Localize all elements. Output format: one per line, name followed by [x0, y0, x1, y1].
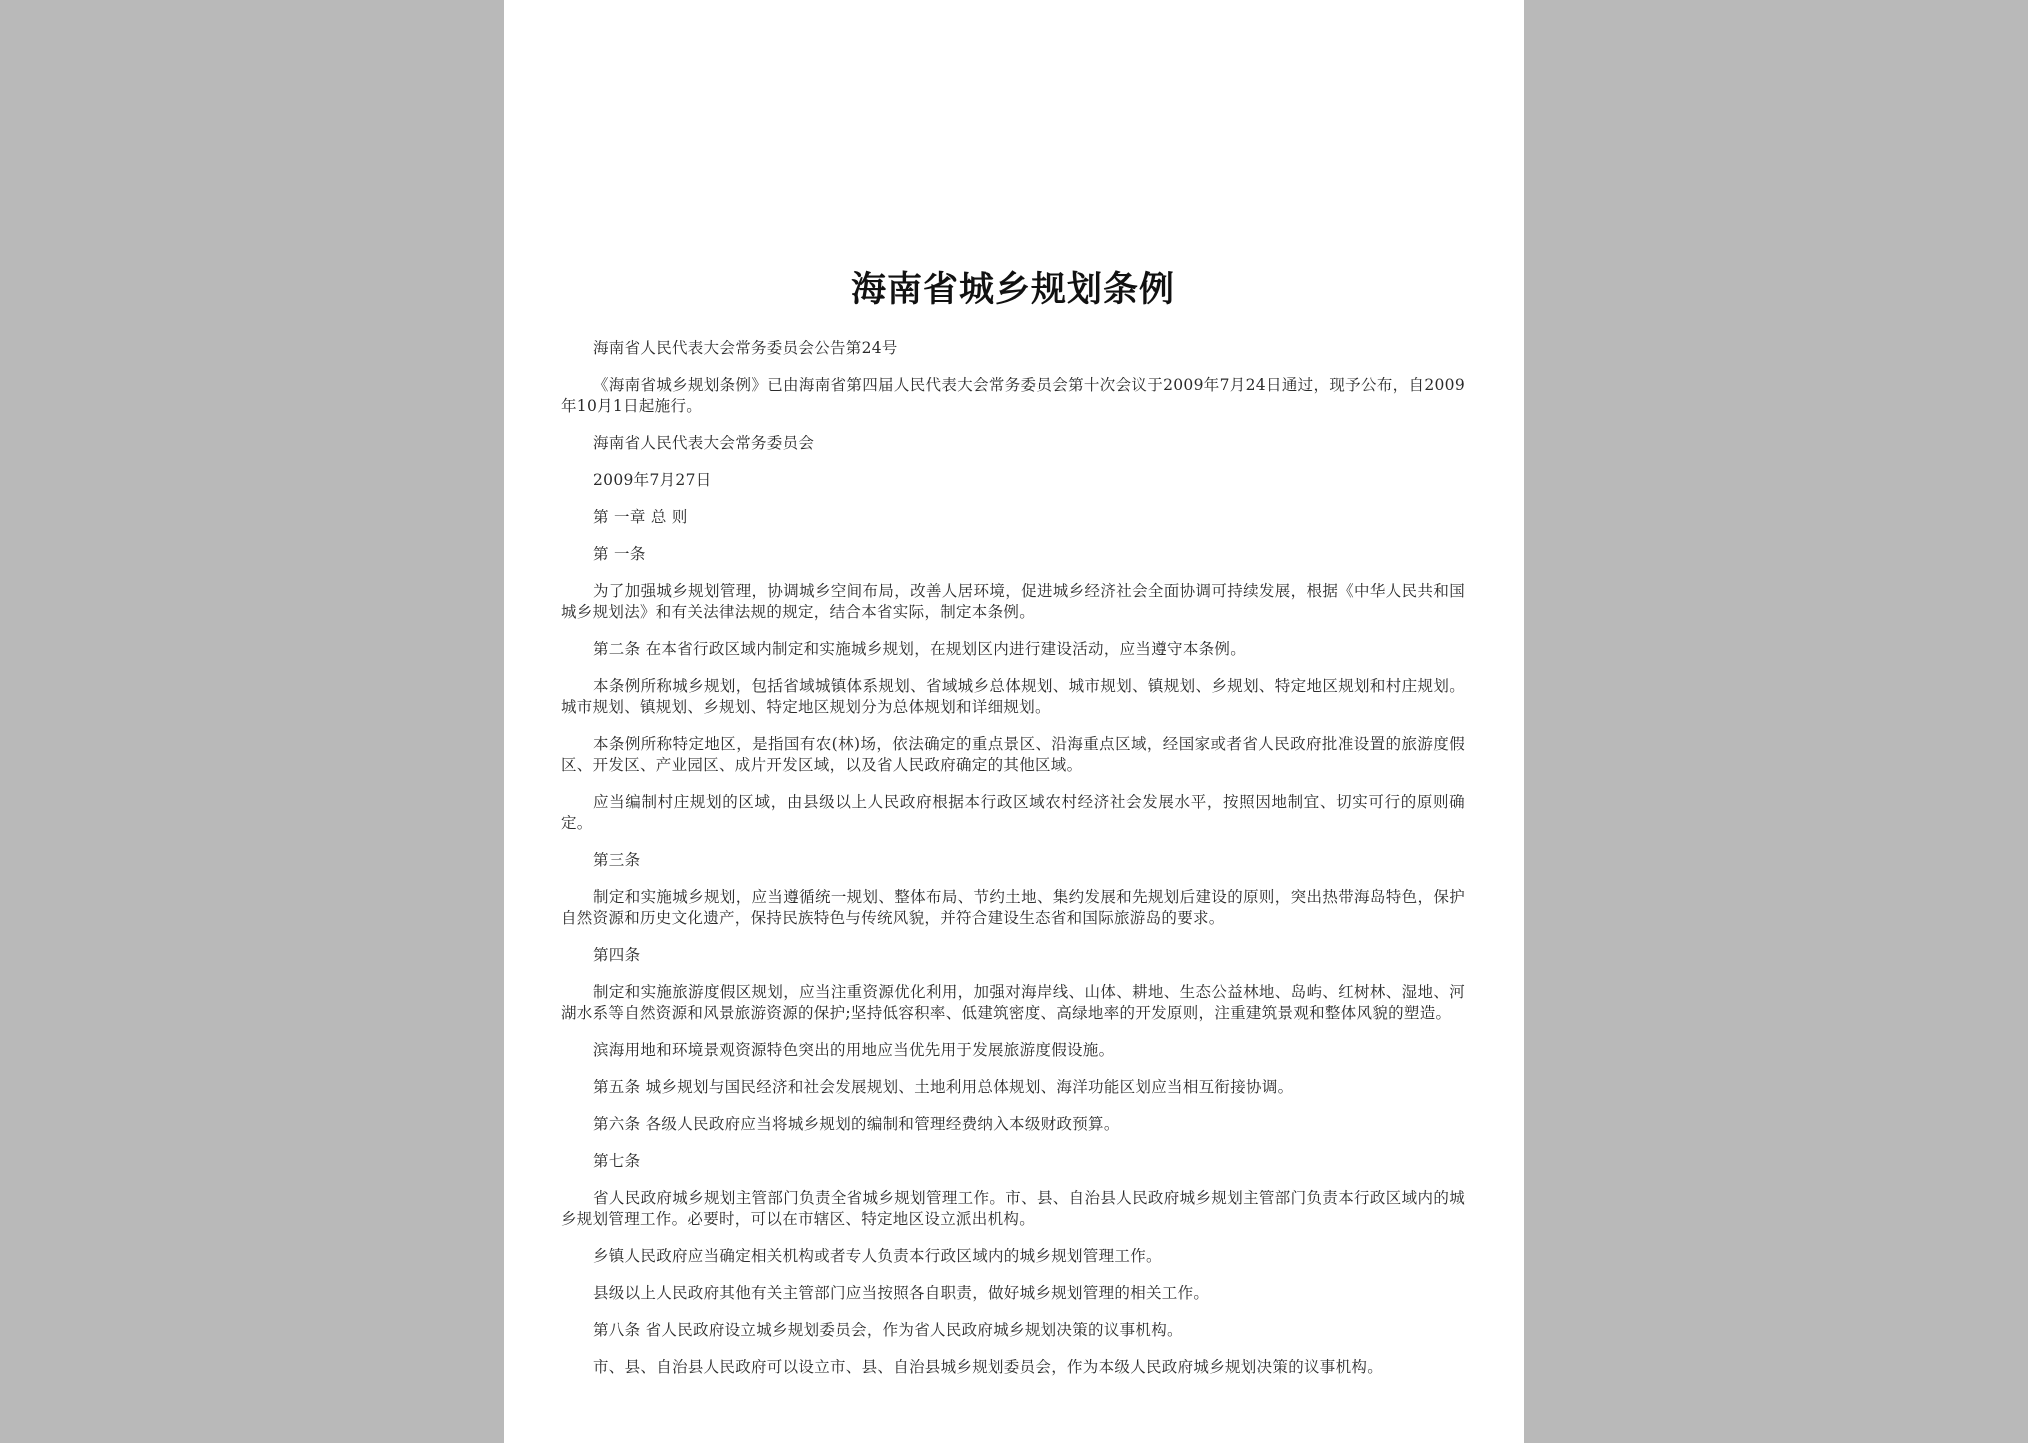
paragraph: 市、县、自治县人民政府可以设立市、县、自治县城乡规划委员会，作为本级人民政府城乡规划决策的议事机构。 [593, 1358, 1384, 1376]
announcement-line: 海南省人民代表大会常务委员会公告第24号 [593, 339, 898, 357]
chapter-heading: 第 一章 总 则 [593, 508, 688, 526]
date-line: 2009年7月27日 [593, 471, 712, 489]
paragraph: 第五条 城乡规划与国民经济和社会发展规划、土地利用总体规划、海洋功能区划应当相互衔接协调。 [593, 1078, 1294, 1096]
document-page [504, 0, 1524, 1443]
paragraph: 应当编制村庄规划的区域，由县级以上人民政府根据本行政区域农村经济社会发展水平，按照因地制宜、切实可行的原则确定。 [561, 793, 1465, 832]
document-title: 海南省城乡规划条例 [850, 269, 1175, 310]
issuer-line: 海南省人民代表大会常务委员会 [593, 434, 815, 452]
paragraph: 本条例所称城乡规划，包括省域城镇体系规划、省域城乡总体规划、城市规划、镇规划、乡规划、特定地区规划和村庄规划。城市规划、镇规划、乡规划、特定地区规划分为总体规划和详细规划。 [561, 677, 1465, 716]
paragraph: 第二条 在本省行政区域内制定和实施城乡规划，在规划区内进行建设活动，应当遵守本条例。 [593, 640, 1247, 658]
paragraph: 制定和实施旅游度假区规划，应当注重资源优化利用，加强对海岸线、山体、耕地、生态公益林地、岛屿、红树林、湿地、河湖水系等自然资源和风景旅游资源的保护;坚持低容积率、低建筑密度、高绿地率的开发原则，注重建筑景观和整体风貌的塑造。 [561, 983, 1465, 1022]
article-heading: 第四条 [593, 946, 641, 964]
paragraph: 第六条 各级人民政府应当将城乡规划的编制和管理经费纳入本级财政预算。 [593, 1115, 1120, 1133]
paragraph: 滨海用地和环境景观资源特色突出的用地应当优先用于发展旅游度假设施。 [593, 1041, 1115, 1059]
paragraph: 《海南省城乡规划条例》已由海南省第四届人民代表大会常务委员会第十次会议于2009年7月24日通过，现予公布，自2009年10月1日起施行。 [561, 376, 1465, 415]
paragraph: 乡镇人民政府应当确定相关机构或者专人负责本行政区域内的城乡规划管理工作。 [593, 1247, 1162, 1265]
paragraph: 省人民政府城乡规划主管部门负责全省城乡规划管理工作。市、县、自治县人民政府城乡规划主管部门负责本行政区域内的城乡规划管理工作。必要时，可以在市辖区、特定地区设立派出机构。 [561, 1189, 1465, 1228]
article-heading: 第 一条 [593, 545, 646, 563]
paragraph: 第八条 省人民政府设立城乡规划委员会，作为省人民政府城乡规划决策的议事机构。 [593, 1321, 1183, 1339]
paragraph: 本条例所称特定地区，是指国有农(林)场，依法确定的重点景区、沿海重点区域，经国家或者省人民政府批准设置的旅游度假区、开发区、产业园区、成片开发区域，以及省人民政府确定的其他区域。 [561, 735, 1465, 774]
paragraph: 县级以上人民政府其他有关主管部门应当按照各自职责，做好城乡规划管理的相关工作。 [593, 1284, 1210, 1302]
article-heading: 第七条 [593, 1152, 641, 1170]
article-heading: 第三条 [593, 851, 641, 869]
paragraph: 为了加强城乡规划管理，协调城乡空间布局，改善人居环境，促进城乡经济社会全面协调可持续发展，根据《中华人民共和国城乡规划法》和有关法律法规的规定，结合本省实际，制定本条例。 [561, 582, 1465, 621]
paragraph: 制定和实施城乡规划，应当遵循统一规划、整体布局、节约土地、集约发展和先规划后建设的原则，突出热带海岛特色，保护自然资源和历史文化遗产，保持民族特色与传统风貌，并符合建设生态省和国际旅游岛的要求。 [561, 888, 1465, 927]
